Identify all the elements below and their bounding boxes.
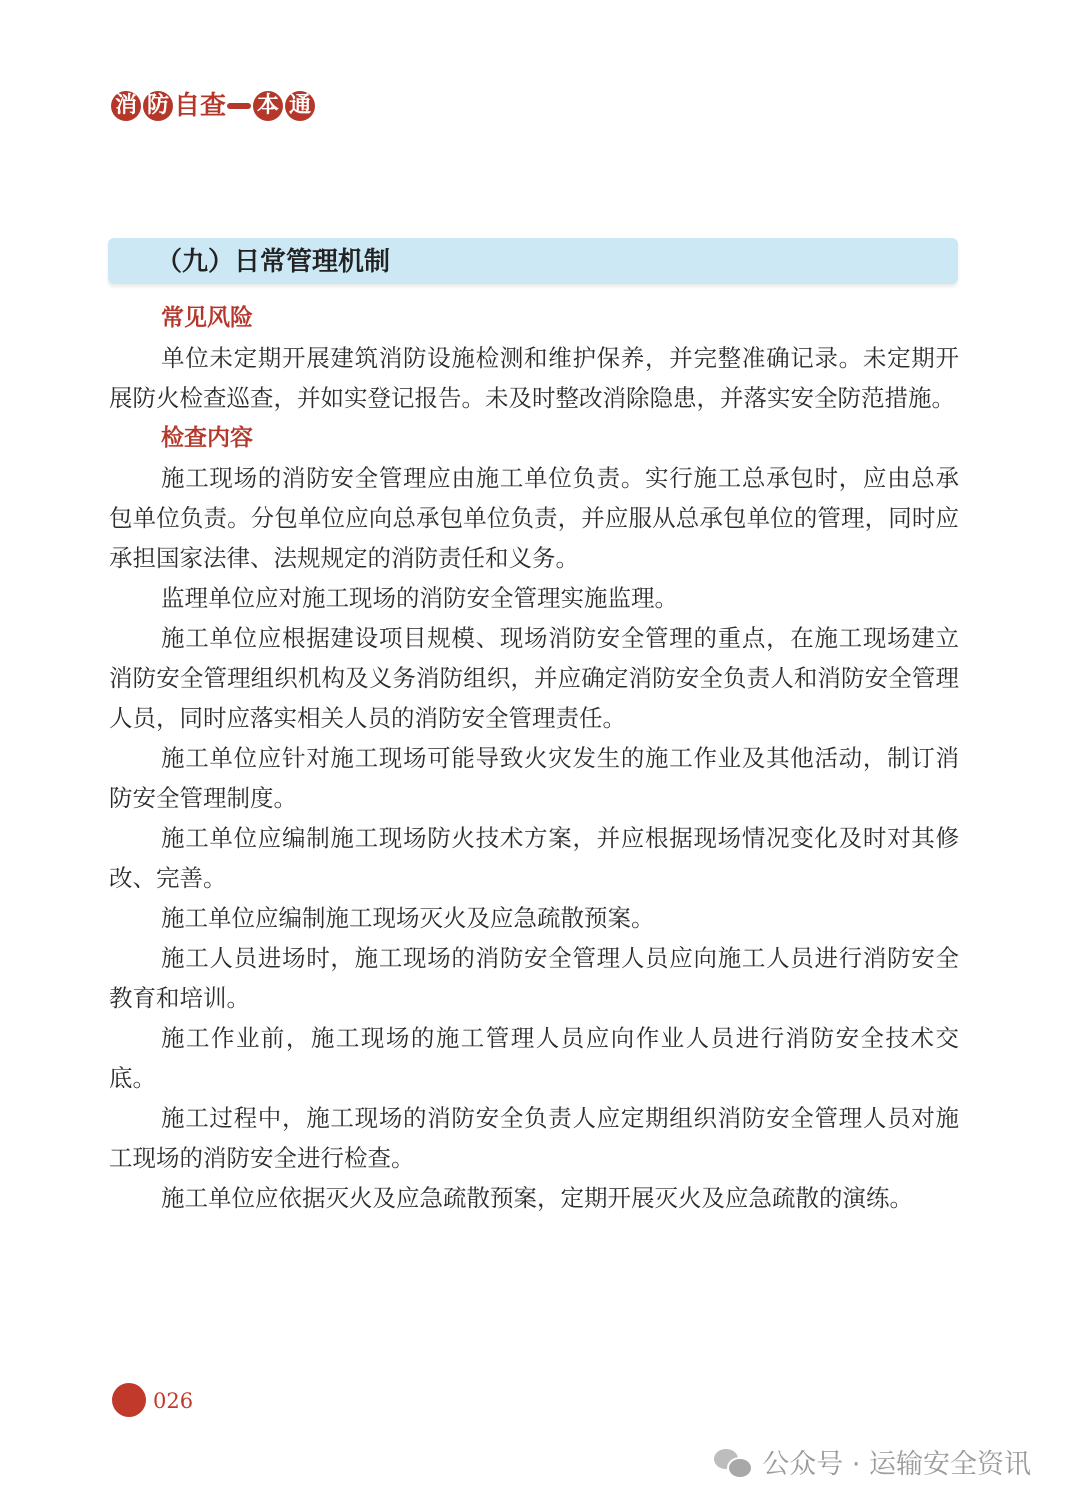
inspection-paragraph: 施工作业前，施工现场的施工管理人员应向作业人员进行消防安全技术交底。 bbox=[109, 1024, 959, 1092]
watermark bbox=[714, 1442, 1031, 1481]
inspection-paragraph: 施工单位应根据建设项目规模、现场消防安全管理的重点，在施工现场建立消防安全管理组织机构及义务消防组织，并应确定消防安全负责人和消防安全管理人员，同时应落实相关人员的消防安全管理责任。 bbox=[109, 624, 959, 732]
watermark-text: 公众号 · 运输安全资讯 bbox=[762, 1449, 1031, 1480]
inspection-paragraph: 施工人员进场时，施工现场的消防安全管理人员应向施工人员进行消防安全教育和培训。 bbox=[109, 944, 959, 1012]
inspection-paragraph: 施工单位应依据灭火及应急疏散预案，定期开展灭火及应急疏散的演练。 bbox=[161, 1184, 913, 1212]
logo-char: 本 bbox=[253, 91, 283, 121]
inspection-paragraph: 施工单位应编制施工现场灭火及应急疏散预案。 bbox=[161, 904, 655, 932]
logo-dash bbox=[227, 103, 251, 109]
logo-char: 通 bbox=[285, 91, 315, 121]
page-number: 026 bbox=[153, 1389, 194, 1413]
wechat-icon bbox=[714, 1447, 752, 1477]
risks-heading: 常见风险 bbox=[161, 305, 253, 331]
book-logo bbox=[110, 88, 316, 124]
logo-char: 防 bbox=[143, 91, 173, 121]
inspection-paragraph: 施工现场的消防安全管理应由施工单位负责。实行施工总承包时，应由总承包单位负责。分包单位应向总承包单位负责，并应服从总承包单位的管理，同时应承担国家法律、法规规定的消防责任和义务。 bbox=[109, 464, 959, 572]
section-heading-bar bbox=[108, 238, 958, 284]
inspection-heading: 检查内容 bbox=[161, 425, 253, 451]
inspection-paragraph: 施工单位应编制施工现场防火技术方案，并应根据现场情况变化及时对其修改、完善。 bbox=[109, 824, 959, 892]
inspection-paragraph: 施工过程中，施工现场的消防安全负责人应定期组织消防安全管理人员对施工现场的消防安全进行检查。 bbox=[109, 1104, 959, 1172]
risks-paragraph: 单位未定期开展建筑消防设施检测和维护保养，并完整准确记录。未定期开展防火检查巡查，并如实登记报告。未及时整改消除隐患，并落实安全防范措施。 bbox=[109, 344, 959, 412]
page-content bbox=[109, 298, 959, 1218]
section-title: （九）日常管理机制 bbox=[156, 247, 391, 277]
page-number-dot bbox=[112, 1383, 146, 1417]
logo-char: 消 bbox=[111, 91, 141, 121]
logo-char: 查 bbox=[200, 91, 227, 121]
inspection-paragraph: 监理单位应对施工现场的消防安全管理实施监理。 bbox=[161, 584, 678, 612]
inspection-paragraph: 施工单位应针对施工现场可能导致火灾发生的施工作业及其他活动，制订消防安全管理制度。 bbox=[109, 744, 959, 812]
logo-char: 自 bbox=[174, 91, 201, 121]
